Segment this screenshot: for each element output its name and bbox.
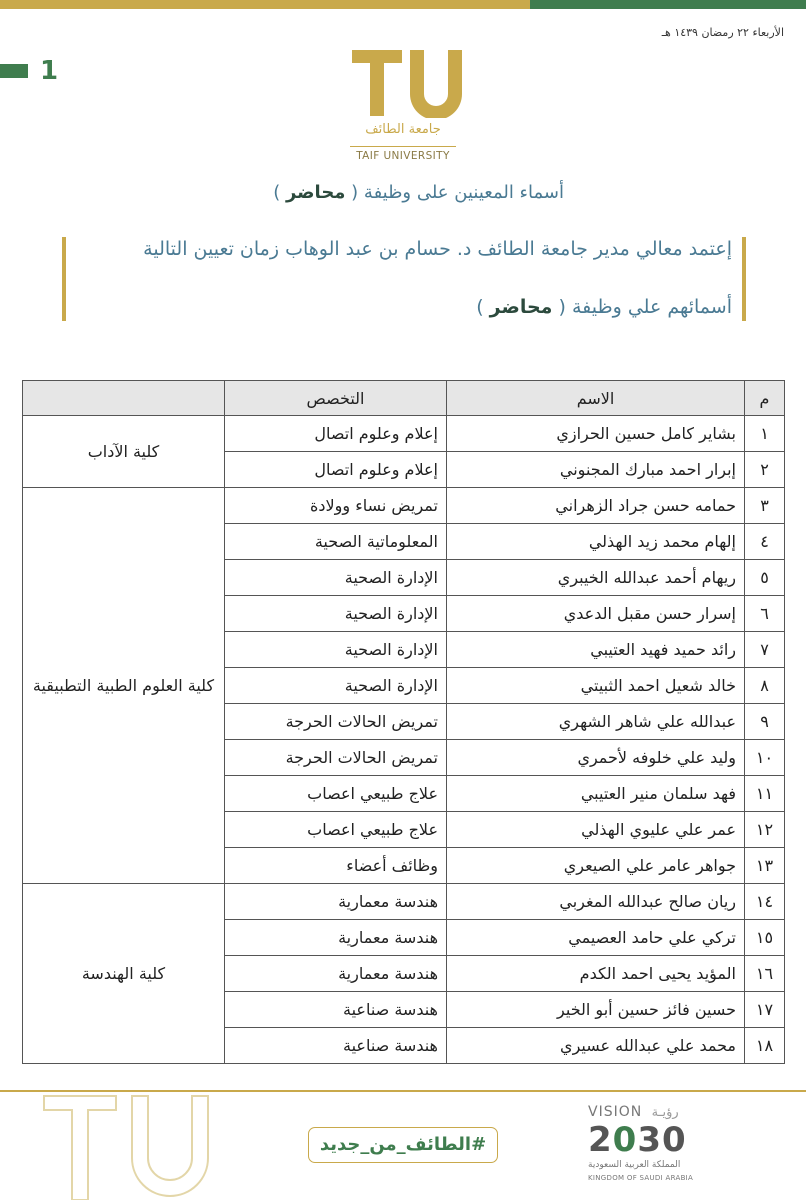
table-row xyxy=(23,416,785,452)
row-specialty: هندسة معمارية xyxy=(225,956,447,992)
college-cell: كلية الآداب xyxy=(23,416,225,488)
kingdom-arabic: المملكة العربية السعودية xyxy=(588,1160,681,1170)
row-number: ٦ xyxy=(745,596,785,632)
row-specialty: تمريض الحالات الحرجة xyxy=(225,704,447,740)
row-name: إلهام محمد زيد الهذلي xyxy=(447,524,745,560)
row-name: خالد شعيل احمد الثبيتي xyxy=(447,668,745,704)
row-specialty: الإدارة الصحية xyxy=(225,632,447,668)
tu-logo-icon xyxy=(340,46,466,118)
logo-arabic-name: جامعة الطائف xyxy=(365,122,441,137)
tu-watermark-icon xyxy=(36,1094,296,1200)
table-body xyxy=(23,416,785,1064)
vision-arabic: رؤيـة xyxy=(651,1105,679,1120)
row-name: ريان صالح عبدالله المغربي xyxy=(447,884,745,920)
college-cell: كلية الهندسة xyxy=(23,884,225,1064)
row-name: عبدالله علي شاهر الشهري xyxy=(447,704,745,740)
college-cell: كلية العلوم الطبية التطبيقية xyxy=(23,488,225,884)
intro-line-2-suffix: ) xyxy=(476,296,484,318)
row-name: عمر علي عليوي الهذلي xyxy=(447,812,745,848)
hijri-date: الأربعاء ٢٢ رمضان ١٤٣٩ هـ xyxy=(661,26,784,39)
row-name: فهد سلمان منير العتيبي xyxy=(447,776,745,812)
top-gold-bar xyxy=(0,0,530,9)
intro-accent-left xyxy=(62,237,66,321)
row-number: ٢ xyxy=(745,452,785,488)
vision-label xyxy=(588,1104,679,1120)
row-specialty: هندسة معمارية xyxy=(225,884,447,920)
row-number: ١٧ xyxy=(745,992,785,1028)
table-row xyxy=(23,884,785,920)
row-name: حسين فائز حسين أبو الخير xyxy=(447,992,745,1028)
row-number: ٤ xyxy=(745,524,785,560)
row-specialty: إعلام وعلوم اتصال xyxy=(225,416,447,452)
vision-year-c: 30 xyxy=(637,1120,687,1160)
intro-line-2-emphasis: محاضر xyxy=(489,296,553,318)
footer-divider xyxy=(0,1090,806,1092)
vision-year xyxy=(588,1120,687,1160)
row-name: حمامه حسن جراد الزهراني xyxy=(447,488,745,524)
row-specialty: المعلوماتية الصحية xyxy=(225,524,447,560)
page-number: 1 xyxy=(40,56,59,86)
row-name: بشاير كامل حسين الحرازي xyxy=(447,416,745,452)
row-name: ريهام أحمد عبدالله الخيبري xyxy=(447,560,745,596)
row-specialty: هندسة صناعية xyxy=(225,1028,447,1064)
row-number: ١ xyxy=(745,416,785,452)
table-row xyxy=(23,488,785,524)
row-name: إسرار حسن مقبل الدعدي xyxy=(447,596,745,632)
row-number: ١٠ xyxy=(745,740,785,776)
row-specialty: الإدارة الصحية xyxy=(225,668,447,704)
row-specialty: وظائف أعضاء xyxy=(225,848,447,884)
row-specialty: هندسة معمارية xyxy=(225,920,447,956)
row-specialty: تمريض نساء وولادة xyxy=(225,488,447,524)
header-name: الاسم xyxy=(447,381,745,416)
vision-year-b: 0 xyxy=(612,1120,638,1160)
row-name: جواهر عامر علي الصيعري xyxy=(447,848,745,884)
logo-english-name: TAIF UNIVERSITY xyxy=(356,150,450,162)
title-emphasis: محاضر xyxy=(285,182,346,203)
row-specialty: هندسة صناعية xyxy=(225,992,447,1028)
kingdom-english: KINGDOM OF SAUDI ARABIA xyxy=(588,1174,694,1182)
row-number: ٣ xyxy=(745,488,785,524)
row-number: ١٢ xyxy=(745,812,785,848)
row-specialty: الإدارة الصحية xyxy=(225,560,447,596)
row-specialty: إعلام وعلوم اتصال xyxy=(225,452,447,488)
row-name: وليد علي خلوفه لأحمري xyxy=(447,740,745,776)
row-number: ٧ xyxy=(745,632,785,668)
header-college xyxy=(23,381,225,416)
vision-2030-logo xyxy=(574,1102,704,1192)
table-header-row xyxy=(23,381,785,416)
title-suffix: ) xyxy=(273,182,281,203)
row-specialty: علاج طبيعي اعصاب xyxy=(225,776,447,812)
intro-line-2 xyxy=(476,296,732,318)
appointees-table xyxy=(22,380,785,1064)
row-number: ١١ xyxy=(745,776,785,812)
hashtag-badge: #الطائف_من_جديد xyxy=(308,1127,498,1163)
row-specialty: تمريض الحالات الحرجة xyxy=(225,740,447,776)
row-number: ٨ xyxy=(745,668,785,704)
header-num: م xyxy=(745,381,785,416)
intro-line-2-prefix: أسمائهم علي وظيفة ( xyxy=(558,296,732,318)
row-number: ١٤ xyxy=(745,884,785,920)
logo-divider xyxy=(350,146,456,147)
row-name: رائد حميد فهيد العتيبي xyxy=(447,632,745,668)
row-name: محمد علي عبدالله عسيري xyxy=(447,1028,745,1064)
row-number: ١٥ xyxy=(745,920,785,956)
title-prefix: أسماء المعينين على وظيفة ( xyxy=(351,182,564,203)
row-number: ٩ xyxy=(745,704,785,740)
row-number: ١٨ xyxy=(745,1028,785,1064)
intro-line-1: إعتمد معالي مدير جامعة الطائف د. حسام بن عبد الوهاب زمان تعيين التالية xyxy=(143,238,732,260)
row-number: ١٦ xyxy=(745,956,785,992)
university-logo xyxy=(340,46,466,164)
row-number: ٥ xyxy=(745,560,785,596)
row-name: إبرار احمد مبارك المجنوني xyxy=(447,452,745,488)
row-name: المؤيد يحيى احمد الكدم xyxy=(447,956,745,992)
intro-accent-right xyxy=(742,237,746,321)
row-specialty: علاج طبيعي اعصاب xyxy=(225,812,447,848)
page-number-bar xyxy=(0,64,28,78)
header-specialty: التخصص xyxy=(225,381,447,416)
row-name: تركي علي حامد العصيمي xyxy=(447,920,745,956)
vision-year-a: 2 xyxy=(588,1120,613,1160)
row-number: ١٣ xyxy=(745,848,785,884)
vision-english: VISION xyxy=(588,1104,643,1120)
top-green-bar xyxy=(530,0,806,9)
page-title xyxy=(273,182,564,203)
row-specialty: الإدارة الصحية xyxy=(225,596,447,632)
